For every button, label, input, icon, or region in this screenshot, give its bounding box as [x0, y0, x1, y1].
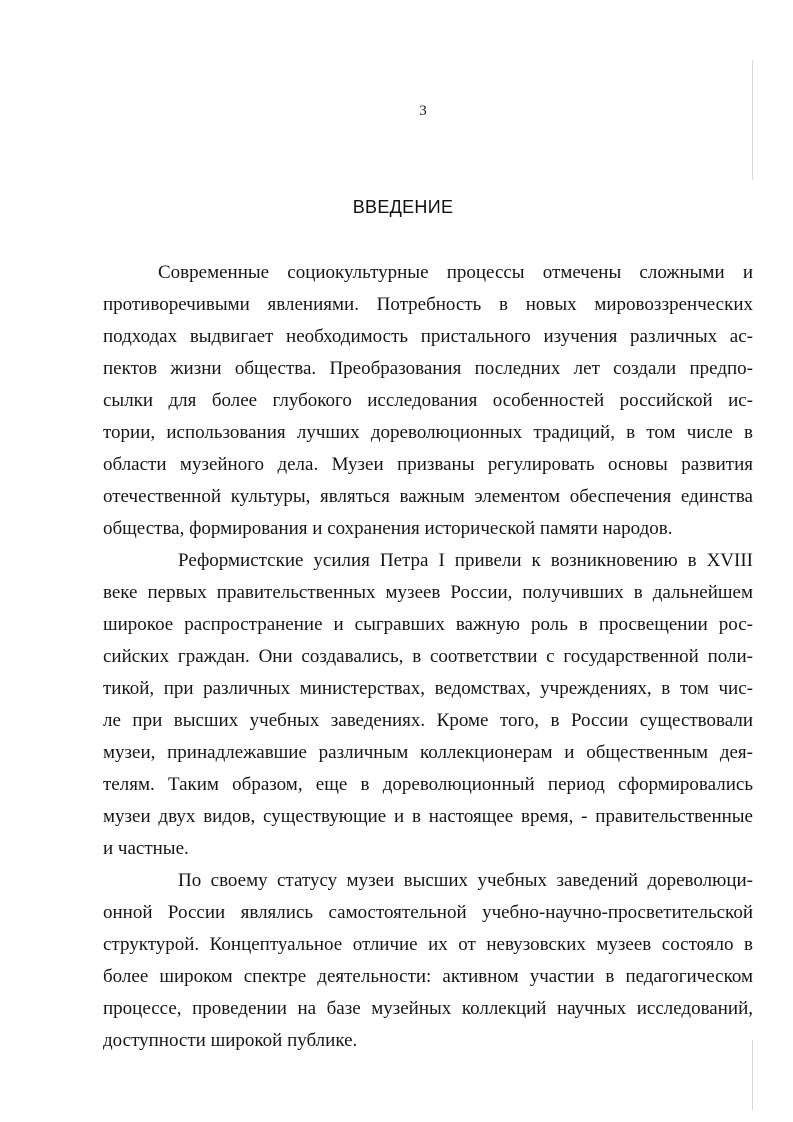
text-line: процессе, проведении на базе музейных коллекций научных исследований, [103, 998, 753, 1019]
text-line: Реформистские усилия Петра I привели к возникновению в XVIII [178, 550, 753, 571]
text-line: структурой. Концептуальное отличие их от невузовских музеев состояло в [103, 934, 753, 955]
text-line: телям. Таким образом, еще в дореволюционный период сформировались [103, 774, 753, 795]
text-line: веке первых правительственных музеев России, получивших в дальнейшем [103, 582, 753, 603]
text-line: ле при высших учебных заведениях. Кроме того, в России существовали [103, 710, 753, 731]
text-line: тории, использования лучших дореволюционных традиций, в том числе в [103, 422, 753, 443]
text-line: доступности широкой публике. [103, 1030, 358, 1051]
scan-edge-mark [752, 60, 753, 180]
text-line: тикой, при различных министерствах, ведомствах, учреждениях, в том чис- [103, 678, 753, 699]
page-number: 3 [419, 103, 427, 119]
text-line: Современные социокультурные процессы отмечены сложными и [158, 262, 753, 283]
text-line: широкое распространение и сыгравших важную роль в просвещении рос- [103, 614, 753, 635]
text-line: области музейного дела. Музеи призваны регулировать основы развития [103, 454, 753, 475]
text-line: подходах выдвигает необходимость пристального изучения различных ас- [103, 326, 753, 347]
text-line: отечественной культуры, являться важным элементом обеспечения единства [103, 486, 753, 507]
scan-edge-mark [752, 1040, 753, 1110]
text-line: пектов жизни общества. Преобразования последних лет создали предпо- [103, 358, 753, 379]
text-line: общества, формирования и сохранения исторической памяти народов. [103, 518, 673, 539]
text-line: музеи, принадлежавшие различным коллекционерам и общественным дея- [103, 742, 753, 763]
text-line: противоречивыми явлениями. Потребность в новых мировоззренческих [103, 294, 753, 315]
text-line: онной России являлись самостоятельной учебно-научно-просветительской [103, 902, 753, 923]
text-line: сийских граждан. Они создавались, в соответствии с государственной поли- [103, 646, 753, 667]
text-line: музеи двух видов, существующие и в настоящее время, - правительственные [103, 806, 753, 827]
text-line: сылки для более глубокого исследования особенностей российской ис- [103, 390, 753, 411]
text-line: более широком спектре деятельности: активном участии в педагогическом [103, 966, 753, 987]
page-title: ВВЕДЕНИЕ [352, 197, 454, 217]
text-line: По своему статусу музеи высших учебных заведений дореволюци- [178, 870, 753, 891]
text-line: и частные. [103, 838, 189, 859]
